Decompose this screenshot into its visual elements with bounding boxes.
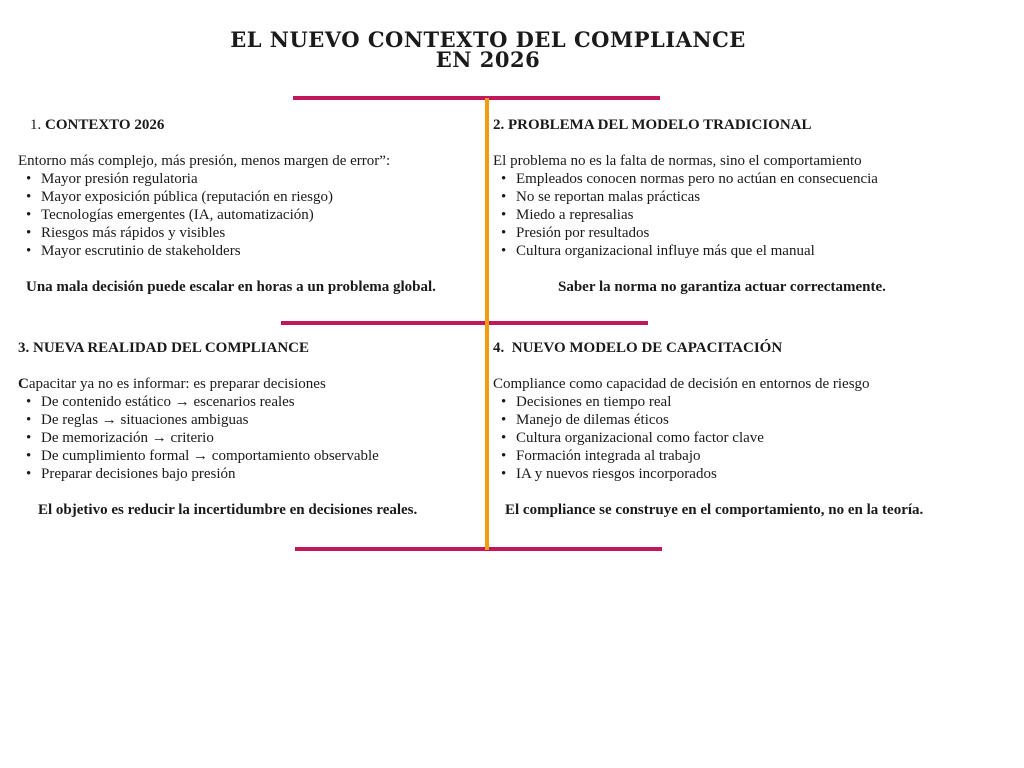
- page-title-line-1: EL NUEVO CONTEXTO DEL COMPLIANCE: [230, 27, 746, 52]
- list-item: • Riesgos más rápidos y visibles: [26, 225, 226, 241]
- section-conclusion: El compliance se construye en el comportamiento, no en la teoría.: [505, 502, 924, 518]
- section-problema-modelo-tradicional: [493, 116, 1013, 296]
- section-conclusion: El objetivo es reducir la incertidumbre en decisiones reales.: [38, 502, 418, 518]
- section-intro: Entorno más complejo, más presión, menos margen de error”:: [18, 153, 391, 169]
- list-item: • Mayor escrutinio de stakeholders: [26, 243, 241, 259]
- section-heading: [18, 116, 480, 134]
- section-conclusion: Una mala decisión puede escalar en horas a un problema global.: [26, 279, 436, 295]
- bullet-list: [18, 170, 480, 260]
- list-item: • Cultura organizacional como factor clave: [501, 430, 764, 446]
- list-item: • De cumplimiento formal → comportamiento observable: [26, 448, 379, 464]
- top-separator: [293, 96, 660, 100]
- section-intro: [18, 375, 480, 393]
- list-item: • Formación integrada al trabajo: [501, 448, 701, 464]
- list-item: • Mayor presión regulatoria: [26, 171, 198, 187]
- section-heading-text: CONTEXTO 2026: [45, 117, 165, 133]
- list-item: • De memorización → criterio: [26, 430, 214, 446]
- section-heading: 2. PROBLEMA DEL MODELO TRADICIONAL: [493, 117, 812, 133]
- intro-text: apacitar ya no es informar: es preparar decisiones: [28, 376, 326, 392]
- list-item: • No se reportan malas prácticas: [501, 189, 701, 205]
- section-heading: 3. NUEVA REALIDAD DEL COMPLIANCE: [18, 340, 310, 356]
- page-title: [0, 27, 976, 72]
- section-contexto-2026: [18, 116, 480, 296]
- middle-separator: [281, 321, 648, 325]
- list-item: • Manejo de dilemas éticos: [501, 412, 669, 428]
- list-item: • Tecnologías emergentes (IA, automatización): [26, 207, 314, 223]
- list-item: • Miedo a represalias: [501, 207, 634, 223]
- intro-initial: C: [18, 376, 29, 392]
- bullet-list: [18, 393, 480, 483]
- vertical-divider: [485, 98, 489, 550]
- section-number: 1.: [30, 117, 42, 133]
- list-item: • De reglas → situaciones ambiguas: [26, 412, 249, 428]
- section-intro: Compliance como capacidad de decisión en entornos de riesgo: [493, 376, 870, 392]
- list-item: • Preparar decisiones bajo presión: [26, 466, 236, 482]
- section-heading: 4. NUEVO MODELO DE CAPACITACIÓN: [493, 340, 783, 356]
- section-nuevo-modelo-capacitacion: [493, 339, 1013, 519]
- list-item: • IA y nuevos riesgos incorporados: [501, 466, 717, 482]
- bullet-list: [493, 170, 1013, 260]
- bullet-list: [493, 393, 1013, 483]
- list-item: • Cultura organizacional influye más que el manual: [501, 243, 815, 259]
- section-intro: El problema no es la falta de normas, sino el comportamiento: [493, 153, 862, 169]
- section-conclusion: Saber la norma no garantiza actuar correctamente.: [558, 279, 886, 295]
- list-item: • Mayor exposición pública (reputación en riesgo): [26, 189, 333, 205]
- list-item: • Empleados conocen normas pero no actúan en consecuencia: [501, 171, 878, 187]
- page-title-line-2: EN 2026: [435, 47, 541, 72]
- list-item: • Decisiones en tiempo real: [501, 394, 672, 410]
- list-item: • Presión por resultados: [501, 225, 650, 241]
- section-nueva-realidad: [18, 339, 480, 519]
- bottom-separator: [295, 547, 662, 551]
- list-item: • De contenido estático → escenarios reales: [26, 394, 295, 410]
